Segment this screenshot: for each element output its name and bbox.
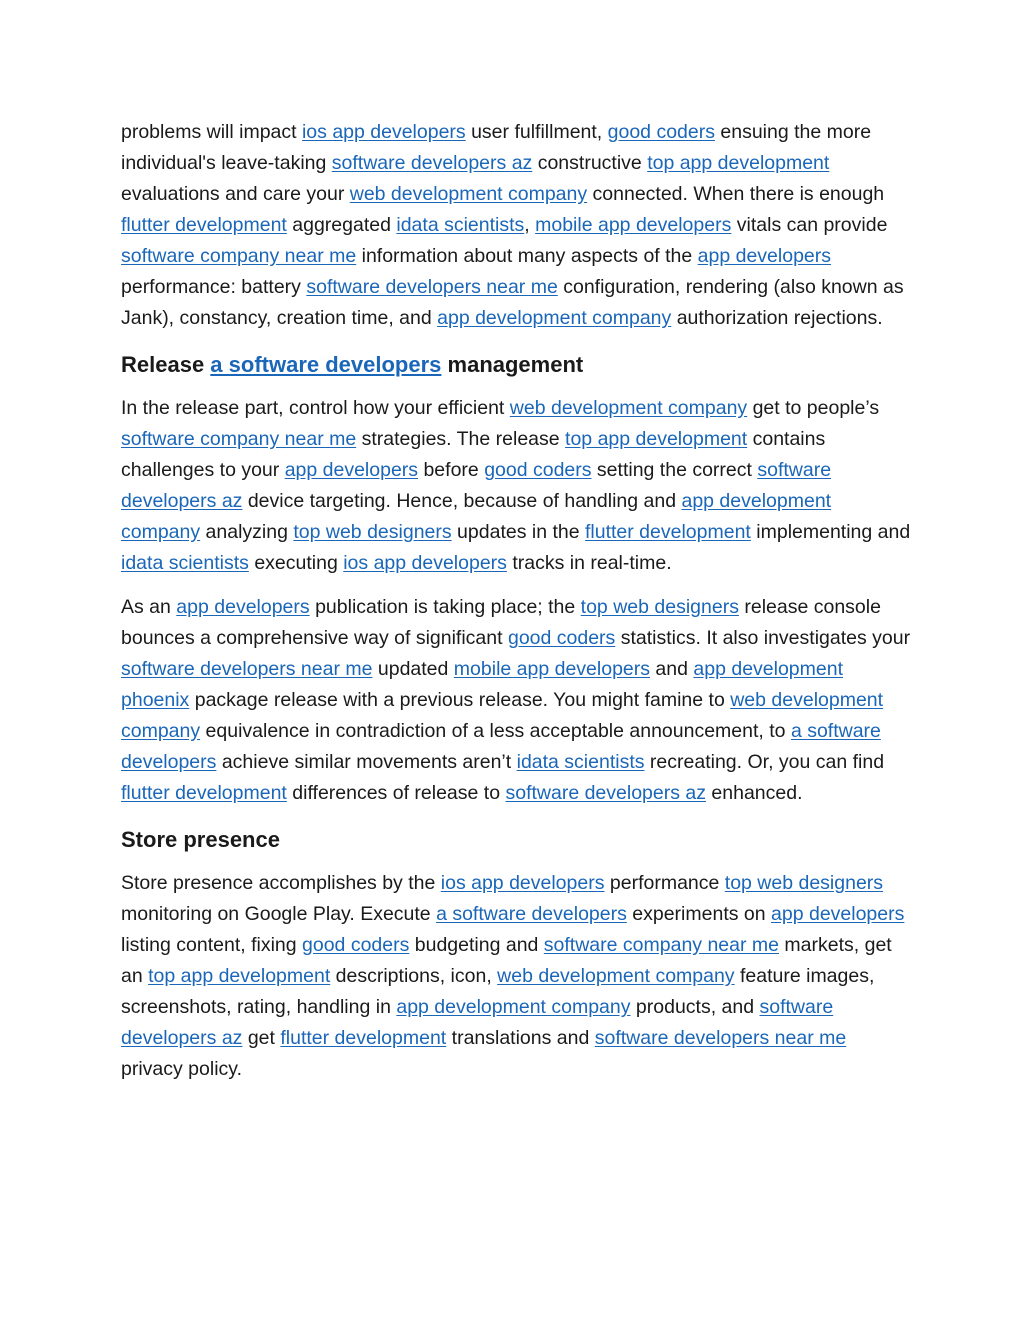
text-run: Release <box>121 352 211 377</box>
inline-link[interactable]: web development company <box>121 689 884 742</box>
text-run: translations and <box>446 1027 595 1049</box>
text-run: strategies. The release <box>356 428 566 450</box>
text-run: and <box>650 658 694 680</box>
text-run: analyzing <box>200 521 294 543</box>
inline-link[interactable]: good coders <box>607 121 715 143</box>
text-run: , <box>524 214 536 236</box>
inline-link[interactable]: web development company <box>497 965 735 987</box>
text-run: release console bounces a comprehensive way of significant <box>121 596 881 649</box>
inline-link[interactable]: ios app developers <box>343 552 507 574</box>
inline-link[interactable]: good coders <box>507 627 616 649</box>
paragraph-3 <box>121 592 911 809</box>
inline-link[interactable]: top app development <box>647 152 830 174</box>
inline-link[interactable]: software developers near me <box>306 276 558 298</box>
inline-link[interactable]: top web designers <box>293 521 452 543</box>
text-run: performance: battery <box>121 276 307 298</box>
text-run: enhanced. <box>706 782 803 804</box>
inline-link[interactable]: software company near me <box>121 428 357 450</box>
inline-link[interactable]: app developers <box>176 596 310 618</box>
inline-link[interactable]: software company near me <box>121 245 357 267</box>
inline-link[interactable]: software developers az <box>505 782 706 804</box>
inline-link[interactable]: top app development <box>148 965 331 987</box>
inline-link[interactable]: top app development <box>565 428 748 450</box>
text-run: products, and <box>630 996 760 1018</box>
text-run: monitoring on Google Play. Execute <box>121 903 437 925</box>
text-run: markets, get an <box>121 934 892 987</box>
inline-link[interactable]: idata scientists <box>516 751 645 773</box>
inline-link[interactable]: app development phoenix <box>121 658 844 711</box>
inline-link[interactable]: app development company <box>121 490 832 543</box>
section-heading-1 <box>121 349 911 381</box>
text-run: updates in the <box>451 521 585 543</box>
inline-link[interactable]: idata scientists <box>396 214 525 236</box>
text-run: implementing and <box>750 521 911 543</box>
text-run: budgeting and <box>409 934 544 956</box>
text-run: get to people’s <box>747 397 880 419</box>
text-run: tracks in real-time. <box>506 552 672 574</box>
text-run: information about many aspects of the <box>356 245 698 267</box>
text-run: performance <box>604 872 725 894</box>
text-run: executing <box>248 552 344 574</box>
inline-link[interactable]: app development company <box>437 307 672 329</box>
inline-link[interactable]: mobile app developers <box>535 214 732 236</box>
inline-link[interactable]: software developers az <box>331 152 533 174</box>
text-run: Store presence <box>121 827 280 852</box>
inline-link[interactable]: software developers az <box>121 996 834 1049</box>
inline-link[interactable]: a software developers <box>210 352 442 377</box>
inline-link[interactable]: good coders <box>302 934 410 956</box>
text-run: achieve similar movements aren’t <box>216 751 517 773</box>
paragraph-4 <box>121 868 911 1085</box>
inline-link[interactable]: top web designers <box>580 596 739 618</box>
text-run: constructive <box>532 152 648 174</box>
text-run: aggregated <box>286 214 397 236</box>
text-run: management <box>441 352 584 377</box>
inline-link[interactable]: good coders <box>484 459 592 481</box>
inline-link[interactable]: software developers near me <box>121 658 373 680</box>
text-run: connected. When there is enough <box>587 183 885 205</box>
paragraph-1 <box>121 117 911 334</box>
text-run: configuration, rendering (also known as Jank), constancy, creation time, and <box>121 276 904 329</box>
text-run: experiments on <box>626 903 772 925</box>
inline-link[interactable]: software developers az <box>121 459 832 512</box>
inline-link[interactable]: web development company <box>349 183 588 205</box>
text-run: In the release part, control how your efficient <box>121 397 510 419</box>
inline-link[interactable]: app developers <box>284 459 419 481</box>
text-run: device targeting. Hence, because of handling and <box>242 490 682 512</box>
text-run: setting the correct <box>591 459 758 481</box>
text-run: package release with a previous release. You might famine to <box>189 689 731 711</box>
section-heading-2 <box>121 824 911 856</box>
inline-link[interactable]: software company near me <box>543 934 779 956</box>
inline-link[interactable]: flutter development <box>280 1027 447 1049</box>
text-run: evaluations and care your <box>121 183 350 205</box>
text-run: authorization rejections. <box>671 307 883 329</box>
inline-link[interactable]: ios app developers <box>440 872 605 894</box>
text-run: before <box>418 459 485 481</box>
inline-link[interactable]: flutter development <box>585 521 751 543</box>
text-run: differences of release to <box>286 782 506 804</box>
text-run: recreating. Or, you can find <box>644 751 885 773</box>
text-run: As an <box>121 596 177 618</box>
text-run: feature images, screenshots, rating, handling in <box>121 965 875 1018</box>
inline-link[interactable]: app developers <box>697 245 832 267</box>
inline-link[interactable]: web development company <box>509 397 748 419</box>
inline-link[interactable]: mobile app developers <box>453 658 651 680</box>
document-page <box>121 117 911 1098</box>
text-run: listing content, fixing <box>121 934 303 956</box>
text-run: ensuing the more individual's leave-taking <box>121 121 872 174</box>
text-run: publication is taking place; the <box>309 596 581 618</box>
paragraph-2 <box>121 393 911 579</box>
text-run: statistics. It also investigates your <box>615 627 911 649</box>
inline-link[interactable]: flutter development <box>121 214 287 236</box>
inline-link[interactable]: a software developers <box>436 903 627 925</box>
text-run: Store presence accomplishes by the <box>121 872 441 894</box>
inline-link[interactable]: top web designers <box>724 872 884 894</box>
text-run: descriptions, icon, <box>330 965 498 987</box>
inline-link[interactable]: software developers near me <box>594 1027 847 1049</box>
text-run: user fulfillment, <box>465 121 608 143</box>
inline-link[interactable]: a software developers <box>121 720 881 773</box>
text-run: updated <box>372 658 454 680</box>
text-run: contains challenges to your <box>121 428 826 481</box>
inline-link[interactable]: app development company <box>396 996 631 1018</box>
inline-link[interactable]: idata scientists <box>121 552 249 574</box>
inline-link[interactable]: app developers <box>771 903 905 925</box>
text-run: equivalence in contradiction of a less acceptable announcement, to <box>200 720 791 742</box>
text-run: get <box>242 1027 281 1049</box>
inline-link[interactable]: ios app developers <box>301 121 466 143</box>
inline-link[interactable]: flutter development <box>121 782 287 804</box>
text-run: problems will impact <box>121 121 302 143</box>
text-run: privacy policy. <box>121 1058 243 1080</box>
text-run: vitals can provide <box>731 214 888 236</box>
